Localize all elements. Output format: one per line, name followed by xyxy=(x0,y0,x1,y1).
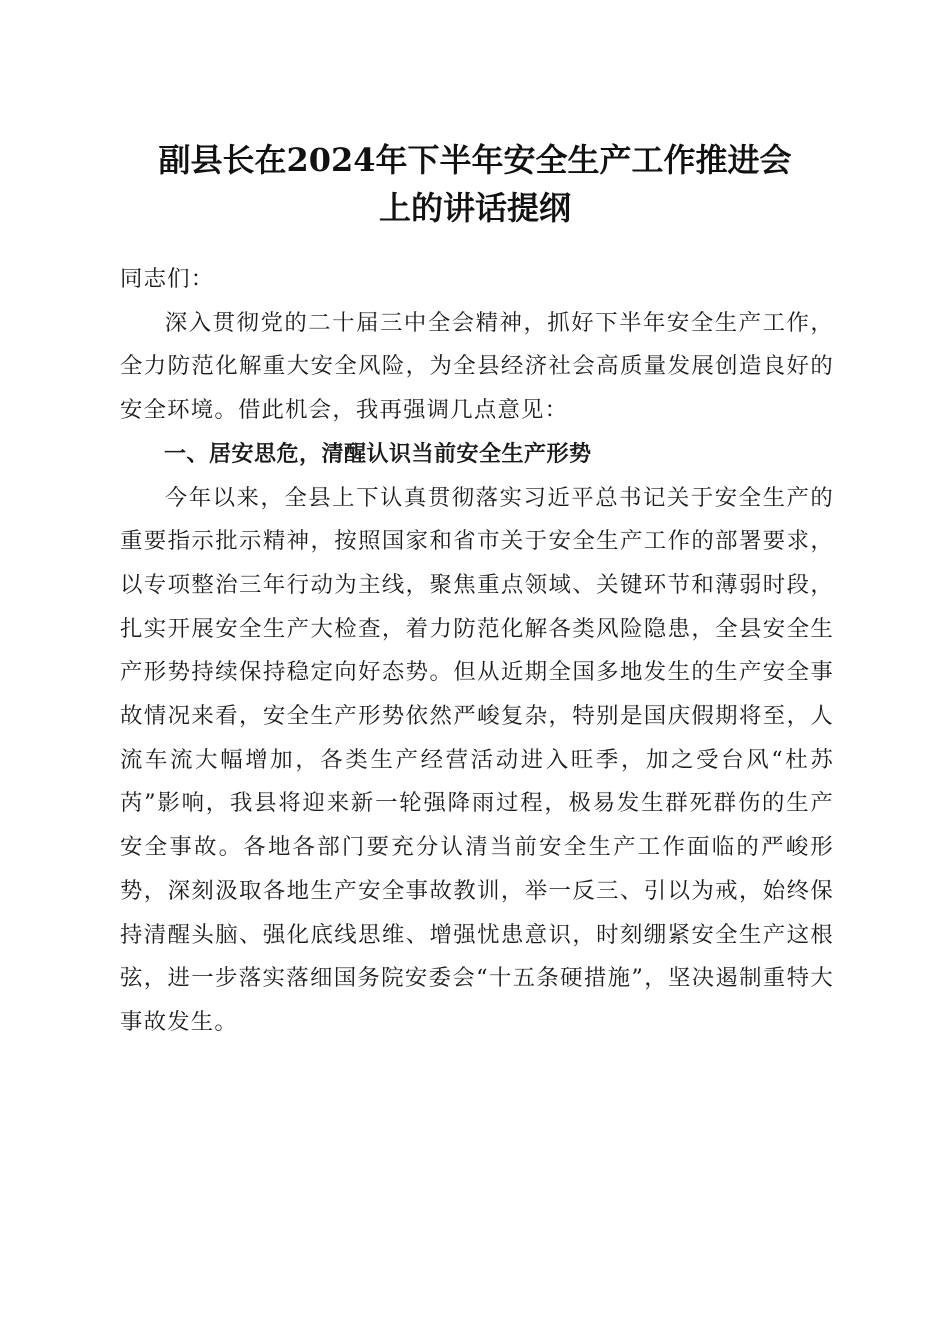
greeting: 同志们： xyxy=(120,266,215,292)
section-heading-1: 一、居安思危，清醒认识当前安全生产形势 xyxy=(164,441,592,467)
title-line-2: 上的讲话提纲 xyxy=(378,189,571,227)
section-1-paragraph: 今年以来，全县上下认真贯彻落实习近平总书记关于安全生产的重要指示批示精神，按照国家和省市关于安全生产工作的部署要求，以专项整治三年行动为主线，聚焦重点领域、关键环节和薄弱时段，扎实开展安全生产大检查，着力防范化解各类风险隐患，全县安全生产形势持续保持稳定向好态势。但从近期全国多地发生的生产安全事故情况来看，安全生产形势依然严峻复杂，特别是国庆假期将至，人流车流大幅增加，各类生产经营活动进入旺季，加之受台风“杜苏芮”影响，我县将迎来新一轮强降雨过程，极易发生群死群伤的生产安全事故。各地各部门要充分认清当前安全生产工作面临的严峻形势，深刻汲取各地生产安全事故教训，举一反三、引以为戒，始终保持清醒头脑、强化底线思维、增强忧患意识，时刻绷紧安全生产这根弦，进一步落实落细国务院安委会“十五条硬措施”，坚决遏制重特大事故发生。 xyxy=(120,484,834,1035)
document-body xyxy=(120,258,834,1045)
intro-paragraph: 深入贯彻党的二十届三中全会精神，抓好下半年安全生产工作，全力防范化解重大安全风险，为全县经济社会高质量发展创造良好的安全环境。借此机会，我再强调几点意见： xyxy=(120,309,834,424)
title-line-1: 副县长在2024年下半年安全生产工作推进会 xyxy=(158,141,792,179)
document-title xyxy=(110,136,840,232)
